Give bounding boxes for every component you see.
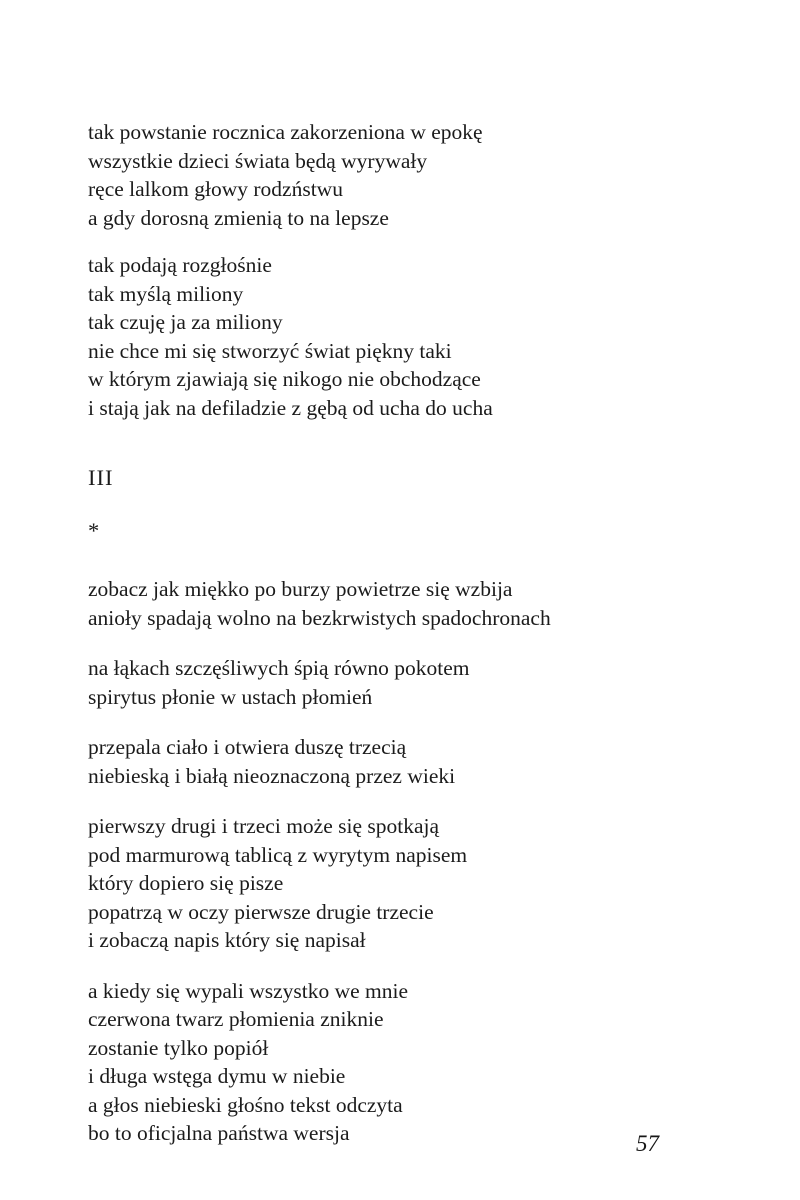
poem-stanza xyxy=(88,654,760,711)
poem-line: a gdy dorosną zmienią to na lepsze xyxy=(88,205,389,230)
poem-body xyxy=(88,118,760,1148)
poem-stanza xyxy=(88,118,760,232)
poem-line: zostanie tylko popiół xyxy=(88,1035,269,1060)
poem-line: anioły spadają wolno na bezkrwistych spadochronach xyxy=(88,605,551,630)
poem-line: wszystkie dzieci świata będą wyrywały xyxy=(88,148,428,173)
poem-line: czerwona twarz płomienia zniknie xyxy=(88,1007,384,1031)
section-heading-roman-numeral: III xyxy=(88,465,114,490)
poem-line: tak czuję ja za miliony xyxy=(88,310,283,334)
poem-line: a kiedy się wypali wszystko we mnie xyxy=(88,978,409,1003)
poem-line: i zobaczą napis który się napisał xyxy=(88,928,366,952)
poem-line: spirytus płonie w ustach płomień xyxy=(88,684,373,709)
poem-stanza xyxy=(88,977,760,1148)
poem-stanza xyxy=(88,575,760,632)
poem-line: pierwszy drugi i trzeci może się spotkają xyxy=(88,814,440,838)
poem-stanza xyxy=(88,733,760,790)
poem-line: i stają jak na defiladzie z gębą od ucha do ucha xyxy=(88,395,493,420)
poem-line: bo to oficjalna państwa wersja xyxy=(88,1121,350,1145)
poem-line: popatrzą w oczy pierwsze drugie trzecie xyxy=(88,899,434,924)
poem-line: nie chce mi się stworzyć świat piękny taki xyxy=(88,338,452,363)
poem-line: tak powstanie rocznica zakorzeniona w epokę xyxy=(88,120,483,144)
poem-line: przepala ciało i otwiera duszę trzecią xyxy=(88,735,407,759)
poem-line: który dopiero się pisze xyxy=(88,871,284,895)
section-marker-asterisk: * xyxy=(88,517,100,543)
poem-line: niebieską i białą nieoznaczoną przez wieki xyxy=(88,763,456,788)
poem-line: pod marmurową tablicą z wyrytym napisem xyxy=(88,842,468,867)
poem-line: tak myślą miliony xyxy=(88,281,244,306)
poem-line: ręce lalkom głowy rodzństwu xyxy=(88,177,343,201)
poem-line: w którym zjawiają się nikogo nie obchodzące xyxy=(88,367,481,391)
poem-line: zobacz jak miękko po burzy powietrze się wzbija xyxy=(88,577,513,601)
page-number: 57 xyxy=(636,1131,659,1156)
poem-line: na łąkach szczęśliwych śpią równo pokotem xyxy=(88,656,470,680)
poem-stanza xyxy=(88,251,760,422)
poem-stanza xyxy=(88,812,760,955)
poem-line: i długa wstęga dymu w niebie xyxy=(88,1064,346,1088)
poem-line: a głos niebieski głośno tekst odczyta xyxy=(88,1092,403,1117)
poem-line: tak podają rozgłośnie xyxy=(88,253,272,277)
